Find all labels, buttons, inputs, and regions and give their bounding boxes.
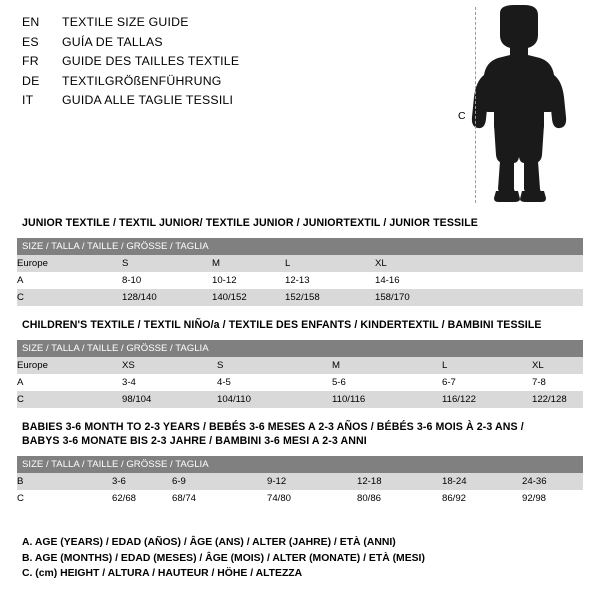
table-cell: M <box>212 255 285 272</box>
language-code: FR <box>22 54 39 68</box>
language-row <box>22 13 422 33</box>
table-cell: 4-5 <box>217 374 332 391</box>
height-marker-label: C <box>458 110 466 122</box>
legend-line-c: C. (cm) HEIGHT / ALTURA / HAUTEUR / HÖHE / ALTEZZA <box>22 568 303 580</box>
row-label: C <box>17 289 122 306</box>
table-cell: 62/68 <box>112 490 172 507</box>
table-header-row <box>17 456 583 473</box>
table-cell: XL <box>375 255 583 272</box>
babies-size-table <box>17 456 583 507</box>
children-size-table <box>17 340 583 408</box>
table-cell: 9-12 <box>267 473 357 490</box>
language-title: GUIDE DES TAILLES TEXTILE <box>62 54 240 68</box>
row-label: A <box>17 374 122 391</box>
table-cell: L <box>285 255 375 272</box>
table-cell: 3-4 <box>122 374 217 391</box>
table-cell: 98/104 <box>122 391 217 408</box>
row-label: Europe <box>17 357 122 374</box>
legend-line-a: A. AGE (YEARS) / EDAD (AÑOS) / ÂGE (ANS) / ALTER (JAHRE) / ETÀ (ANNI) <box>22 537 396 548</box>
table-cell: 3-6 <box>112 473 172 490</box>
language-title: GUIDA ALLE TAGLIE TESSILI <box>62 93 234 107</box>
language-code: EN <box>22 15 40 29</box>
table-row <box>17 490 583 507</box>
table-cell: 110/116 <box>332 391 442 408</box>
table-header-cell: SIZE / TALLA / TAILLE / GRÖSSE / TAGLIA <box>17 456 583 473</box>
table-cell: 18-24 <box>442 473 522 490</box>
table-cell: 6-9 <box>172 473 267 490</box>
table-cell: 6-7 <box>442 374 532 391</box>
child-figure-area <box>440 5 590 205</box>
table-cell: 12-18 <box>357 473 442 490</box>
table-row <box>17 272 583 289</box>
language-title: TEXTILE SIZE GUIDE <box>62 15 189 29</box>
table-cell: 92/98 <box>522 490 583 507</box>
table-header-cell: SIZE / TALLA / TAILLE / GRÖSSE / TAGLIA <box>17 340 583 357</box>
table-cell: 80/86 <box>357 490 442 507</box>
table-cell: 12-13 <box>285 272 375 289</box>
row-label: C <box>17 391 122 408</box>
table-header-cell: SIZE / TALLA / TAILLE / GRÖSSE / TAGLIA <box>17 238 583 255</box>
table-cell: 140/152 <box>212 289 285 306</box>
table-cell: L <box>442 357 532 374</box>
height-measure-line <box>475 7 476 203</box>
table-row <box>17 357 583 374</box>
table-cell: 116/122 <box>442 391 532 408</box>
child-silhouette-icon <box>440 5 590 205</box>
language-title-block <box>22 13 422 111</box>
section-title-junior: JUNIOR TEXTILE / TEXTIL JUNIOR/ TEXTILE JUNIOR / JUNIORTEXTIL / JUNIOR TESSILE <box>22 217 478 229</box>
table-cell: 7-8 <box>532 374 583 391</box>
table-cell: 86/92 <box>442 490 522 507</box>
row-label: C <box>17 490 112 507</box>
table-cell: 14-16 <box>375 272 583 289</box>
table-cell: S <box>122 255 212 272</box>
table-header-row <box>17 340 583 357</box>
legend-block <box>22 535 582 582</box>
table-cell: 8-10 <box>122 272 212 289</box>
table-cell: XL <box>532 357 583 374</box>
language-title: GUÍA DE TALLAS <box>62 34 163 49</box>
legend-line-b: B. AGE (MONTHS) / EDAD (MESES) / ÂGE (MOIS) / ALTER (MONATE) / ETÀ (MESI) <box>22 552 425 564</box>
table-cell: 74/80 <box>267 490 357 507</box>
table-cell: S <box>217 357 332 374</box>
table-cell: 128/140 <box>122 289 212 306</box>
junior-size-table <box>17 238 583 306</box>
table-cell: 68/74 <box>172 490 267 507</box>
language-code: DE <box>22 73 40 88</box>
table-row <box>17 289 583 306</box>
table-row <box>17 255 583 272</box>
table-header-row <box>17 238 583 255</box>
table-row <box>17 473 583 490</box>
table-row <box>17 374 583 391</box>
table-cell: 158/170 <box>375 289 583 306</box>
language-code: ES <box>22 34 39 49</box>
language-title: TEXTILGRÖßENFÜHRUNG <box>62 73 222 88</box>
table-cell: 24-36 <box>522 473 583 490</box>
row-label: A <box>17 272 122 289</box>
table-cell: M <box>332 357 442 374</box>
language-row <box>22 33 422 53</box>
table-cell: 104/110 <box>217 391 332 408</box>
language-row <box>22 72 422 92</box>
language-row <box>22 52 422 72</box>
row-label: Europe <box>17 255 122 272</box>
table-cell: 10-12 <box>212 272 285 289</box>
language-code: IT <box>22 93 34 107</box>
table-cell: XS <box>122 357 217 374</box>
section-title-line: BABIES 3-6 MONTH TO 2-3 YEARS / BEBÉS 3-6 MESES A 2-3 AÑOS / BÉBÉS 3-6 MOIS À 2-3 ANS / <box>22 421 524 433</box>
row-label: B <box>17 473 112 490</box>
table-cell: 152/158 <box>285 289 375 306</box>
table-row <box>17 391 583 408</box>
table-cell: 5-6 <box>332 374 442 391</box>
section-title-babies <box>22 421 524 448</box>
table-cell: 122/128 <box>532 391 583 408</box>
language-row <box>22 91 422 111</box>
section-title-line: BABYS 3-6 MONATE BIS 2-3 JAHRE / BAMBINI 3-6 MESI A 2-3 ANNI <box>22 434 367 447</box>
section-title-children: CHILDREN'S TEXTILE / TEXTIL NIÑO/а / TEXTILE DES ENFANTS / KINDERTEXTIL / BAMBINI TESSILE <box>22 319 542 331</box>
